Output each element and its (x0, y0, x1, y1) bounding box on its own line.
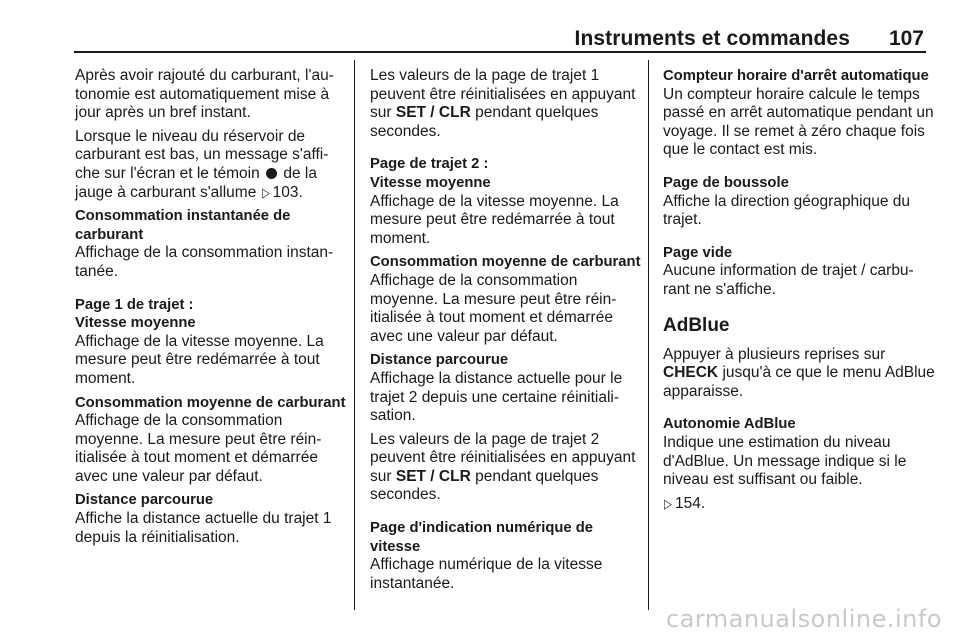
paragraph: Affichage de la consommation moyenne. La mesure peut être réin-itialisée à tout moment et démarrée avec une valeur par défaut. (370, 271, 617, 345)
paragraph (663, 346, 935, 402)
subheading: Autonomie AdBlue (663, 416, 796, 433)
button-name: SET / CLR (395, 104, 471, 122)
paragraph: Affichage de la consommation instan-tanée. (75, 244, 334, 280)
warning-lamp-icon (266, 168, 277, 179)
column-3 (663, 67, 935, 518)
page-title: Instruments et commandes (574, 27, 850, 50)
text: Appuyer à plusieurs reprises sur (663, 345, 886, 363)
subheading: Page de boussole (663, 174, 789, 191)
text: jusqu'à ce que le menu AdBlue apparaisse. (663, 364, 935, 400)
subheading: Page 1 de trajet : (75, 296, 194, 313)
text: Les valeurs de la page de trajet 1 peuvent être réinitialisées en appuyant sur (370, 67, 636, 122)
paragraph: Affichage numérique de la vitesse instantanée. (370, 556, 603, 592)
paragraph (370, 67, 642, 141)
subheading: Vitesse moyenne (370, 174, 491, 191)
watermark: carmanualsonline.info (665, 605, 942, 633)
page-number: 107 (888, 27, 924, 50)
subheading: Consommation instantanée de carburant (75, 208, 291, 243)
subheading: Page vide (663, 244, 733, 261)
paragraph: Affiche la distance actuelle du trajet 1 depuis la réinitialisation. (75, 510, 332, 546)
page-header (0, 0, 960, 50)
text: de la jauge à carburant s'allume (75, 164, 317, 201)
subheading: Compteur horaire d'arrêt automatique (663, 68, 929, 84)
paragraph: Indique une estimation du niveau d'AdBlue. Un message indique si le niveau est suffisant ou faible. (663, 433, 907, 489)
subheading: Distance parcourue (75, 492, 214, 509)
paragraph: Après avoir rajouté du carburant, l'au-tonomie est automatiquement mise à jour après un bref instant. (75, 67, 334, 122)
subheading: Consommation moyenne de carburant (370, 254, 641, 271)
paragraph: Un compteur horaire calcule le temps passé en arrêt automatique pendant un voyage. Il se remet à zéro chaque fois que le contact est mis. (663, 85, 934, 159)
paragraph: Affichage de la vitesse moyenne. La mesure peut être redémarrée à tout moment. (75, 332, 324, 387)
text: Les valeurs de la page de trajet 2 peuvent être réinitialisées en appuyant sur (370, 430, 636, 485)
text: Lorsque le niveau du réservoir de carburant est bas, un message s'affi-che sur l'écran et le témoin (75, 127, 329, 182)
paragraph: Affichage de la consommation moyenne. La mesure peut être réin-itialisée à tout moment et démarrée avec une valeur par défaut. (75, 412, 322, 485)
triangle-ref-icon: ▷ (664, 495, 672, 511)
section-heading: AdBlue (663, 314, 730, 336)
button-name: SET / CLR (395, 467, 471, 485)
paragraph (370, 431, 642, 505)
subheading: Vitesse moyenne (75, 315, 196, 332)
page-reference[interactable]: 103. (272, 183, 303, 201)
button-name: CHECK (663, 364, 719, 382)
paragraph: Affichage la distance actuelle pour le trajet 2 depuis une certaine réinitiali-sation. (370, 369, 623, 425)
paragraph: Affichage de la vitesse moyenne. La mesure peut être redémarrée à tout moment. (370, 192, 619, 247)
column-1 (75, 67, 347, 552)
paragraph (75, 128, 347, 202)
paragraph: Affiche la direction géographique du trajet. (663, 192, 911, 229)
text: pendant quelques secondes. (370, 104, 599, 140)
paragraph (663, 495, 935, 514)
triangle-ref-icon: ▷ (261, 184, 270, 200)
column-2 (370, 67, 642, 598)
subheading: Consommation moyenne de carburant (75, 394, 346, 411)
subheading: Page de trajet 2 : (370, 156, 489, 173)
subheading: Page d'indication numérique de vitesse (370, 520, 594, 555)
header-rule (74, 51, 926, 53)
text: pendant quelques secondes. (370, 467, 599, 504)
subheading: Distance parcourue (370, 352, 509, 369)
column-divider-2 (648, 60, 649, 610)
page-reference[interactable]: 154. (675, 494, 706, 512)
column-divider-1 (354, 60, 355, 610)
paragraph: Aucune information de trajet / carbu-rant ne s'affiche. (663, 262, 914, 298)
